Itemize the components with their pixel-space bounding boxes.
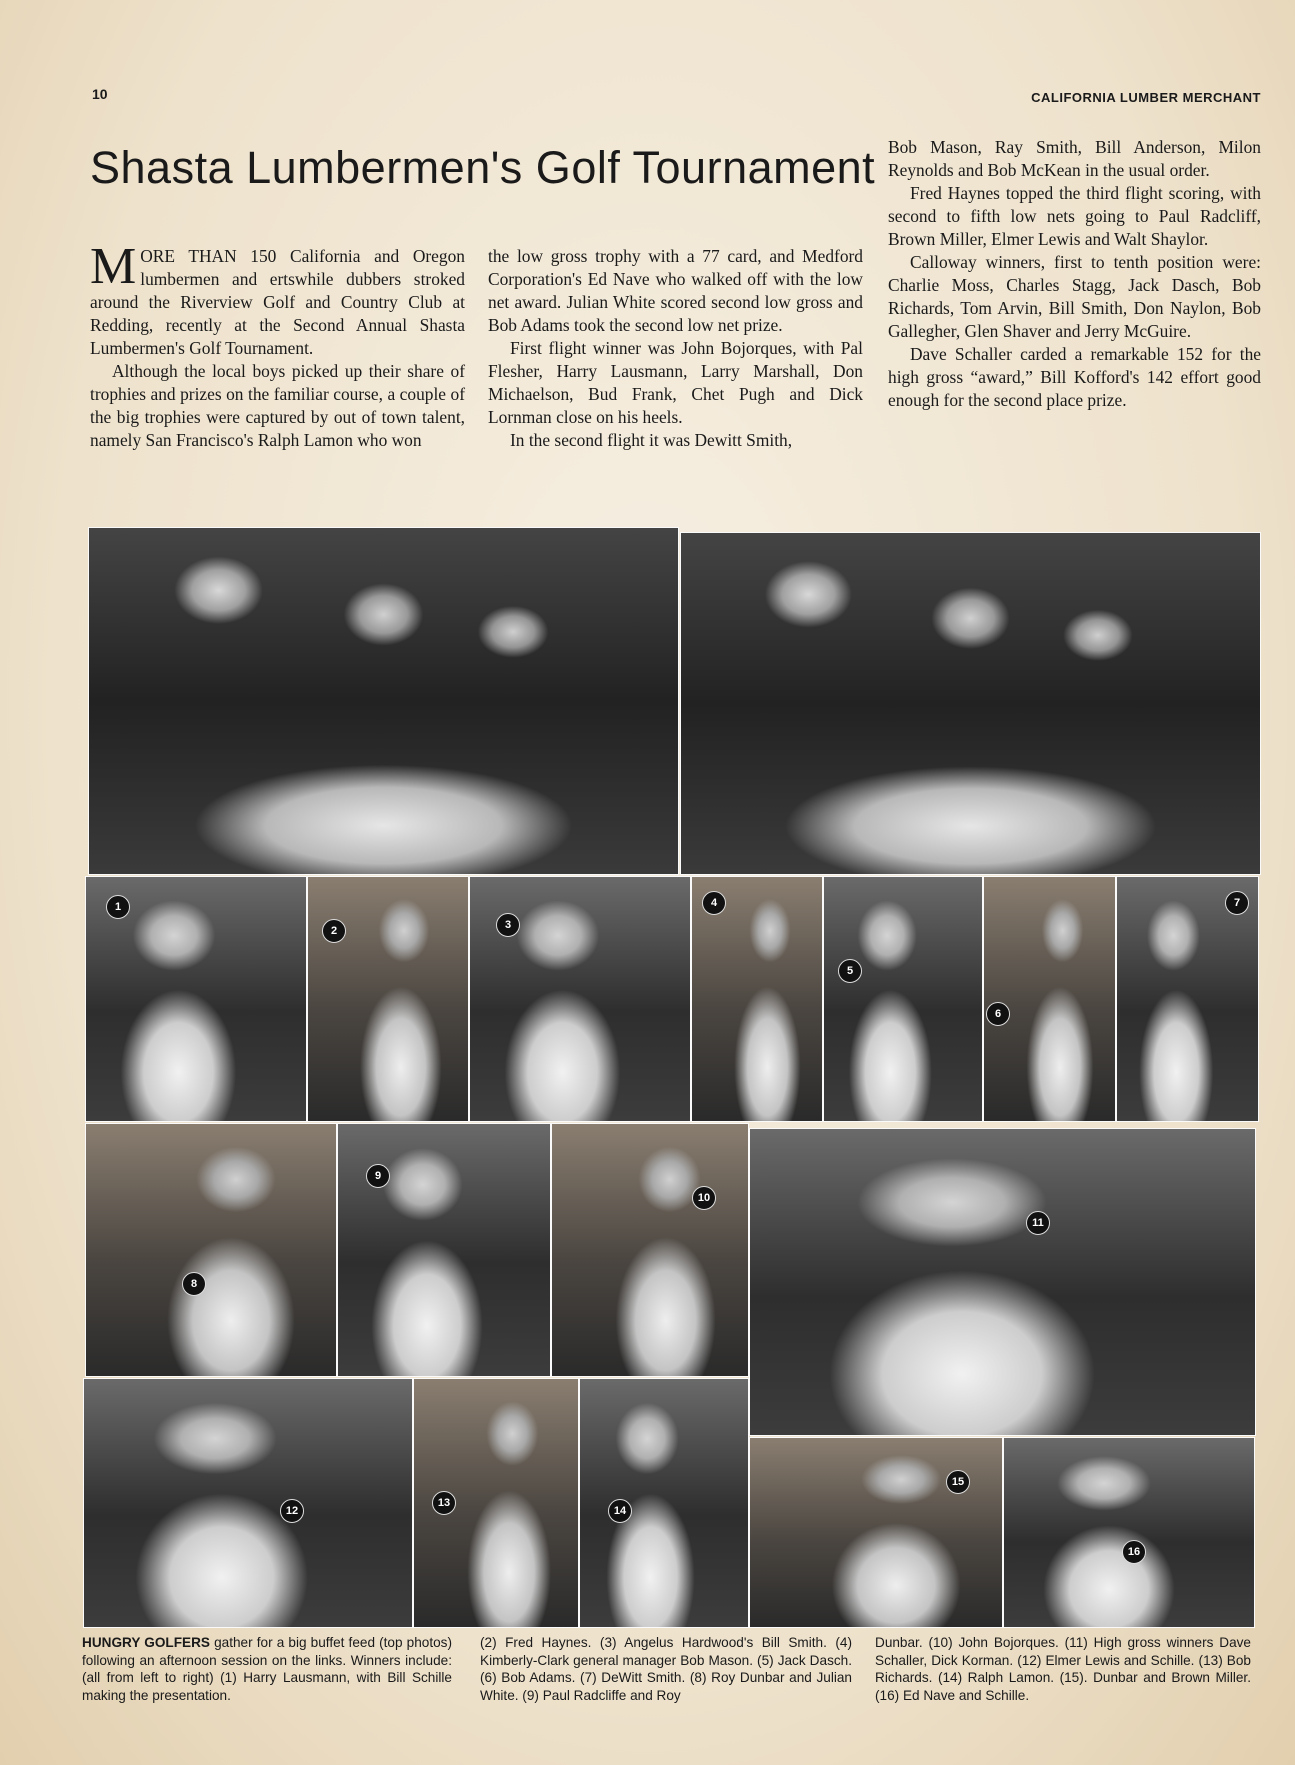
winner-photo-15 [749,1437,1003,1628]
winner-photo-10 [551,1123,749,1377]
article-title: Shasta Lumbermen's Golf Tournament [90,142,876,193]
running-header: CALIFORNIA LUMBER MERCHANT [1031,90,1261,105]
winner-photo-13 [413,1378,579,1628]
paragraph: In the second flight it was Dewitt Smith, [510,430,793,450]
winner-photo-1 [85,876,307,1122]
winner-photo-8 [85,1123,337,1377]
winner-photo-16 [1003,1437,1255,1628]
drop-cap: M [90,238,137,295]
photo-number-badge: 4 [702,891,726,915]
buffet-photo-left [88,527,679,875]
winner-photo-14 [579,1378,749,1628]
photo-caption-column-2: (2) Fred Haynes. (3) Angelus Hardwood's Bill Smith. (4) Kimberly-Clark general manager Bob Mason. (5) Jack Dasch. (6) Bob Adams. (7) DeWitt Smith. (8) Roy Dunbar and Julian White. (9) Paul Radcliffe and Roy [480,1635,852,1703]
photo-number-badge: 13 [432,1491,456,1515]
photo-number-badge: 5 [838,959,862,983]
winner-photo-4 [691,876,823,1122]
winner-photo-3 [469,876,691,1122]
paragraph: Calloway winners, first to tenth position were: Charlie Moss, Charles Stagg, Jack Dasch, Bob Richards, Tom Arvin, Bill Smith, Don Naylon, Bob Gallegher, Glen Shaver and Jerry McGuire. [888,252,1261,341]
photo-caption-column-1: HUNGRY GOLFERS gather for a big buffet feed (top photos) following an afternoon session on the links. Winners include: (all from left to right) (1) Harry Lausmann, with Bill Schille making the presentation. [82,1635,453,1703]
photo-number-badge: 16 [1122,1540,1146,1564]
paragraph: Bob Mason, Ray Smith, Bill Anderson, Milon Reynolds and Bob McKean in the usual order. [888,137,1261,180]
caption-lead: HUNGRY GOLFERS [82,1635,210,1650]
winner-photo-9 [337,1123,551,1377]
page-number: 10 [92,86,108,102]
winner-photo-11 [749,1128,1256,1436]
paragraph: the low gross trophy with a 77 card, and Medford Corporation's Ed Nave who walked off with the low net award. Julian White scored second low gross and Bob Adams took the second low net prize. [488,246,863,335]
photo-number-badge: 2 [322,919,346,943]
photo-number-badge: 3 [496,913,520,937]
winner-photo-6 [983,876,1116,1122]
paragraph: First flight winner was John Bojorques, with Pal Flesher, Harry Lausmann, Larry Marshall, Don Michaelson, Bud Frank, Chet Pugh and Dick Lornman close on his heels. [488,338,863,427]
photo-caption-column-3: Dunbar. (10) John Bojorques. (11) High gross winners Dave Schaller, Dick Korman. (12) Elmer Lewis and Schille. (13) Bob Richards. (14) Ralph Lamon. (15). Dunbar and Brown Miller. (16) Ed Nave and Schille. [875,1635,1251,1703]
paragraph: Fred Haynes topped the third flight scoring, with second to fifth low nets going to Paul Radcliff, Brown Miller, Elmer Lewis and Walt Shaylor. [888,183,1261,249]
paragraph: Dave Schaller carded a remarkable 152 for the high gross “award,” Bill Kofford's 142 effort good enough for the second place prize. [888,344,1261,410]
buffet-photo-right [680,532,1261,875]
photo-number-badge: 15 [946,1470,970,1494]
photo-number-badge: 7 [1225,891,1249,915]
photo-number-badge: 9 [366,1164,390,1188]
winner-photo-12 [83,1378,413,1628]
photo-number-badge: 6 [986,1002,1010,1026]
paragraph: Although the local boys picked up their share of trophies and prizes on the familiar course, a couple of the big trophies were captured by out of town talent, namely San Francisco's Ralph Lamon who won [90,361,465,450]
photo-number-badge: 1 [106,895,130,919]
photo-number-badge: 14 [608,1499,632,1523]
photo-number-badge: 10 [692,1186,716,1210]
winner-photo-5 [823,876,983,1122]
photo-number-badge: 12 [280,1499,304,1523]
photo-number-badge: 8 [182,1272,206,1296]
winner-photo-7 [1116,876,1259,1122]
winner-photo-2 [307,876,469,1122]
paragraph: MORE THAN 150 California and Oregon lumbermen and ertswhile dubbers stroked around the Riverview Golf and Country Club at Redding, recently at the Second Annual Shasta Lumbermen's Golf Tournament. [90,238,465,358]
photo-number-badge: 11 [1026,1211,1050,1235]
